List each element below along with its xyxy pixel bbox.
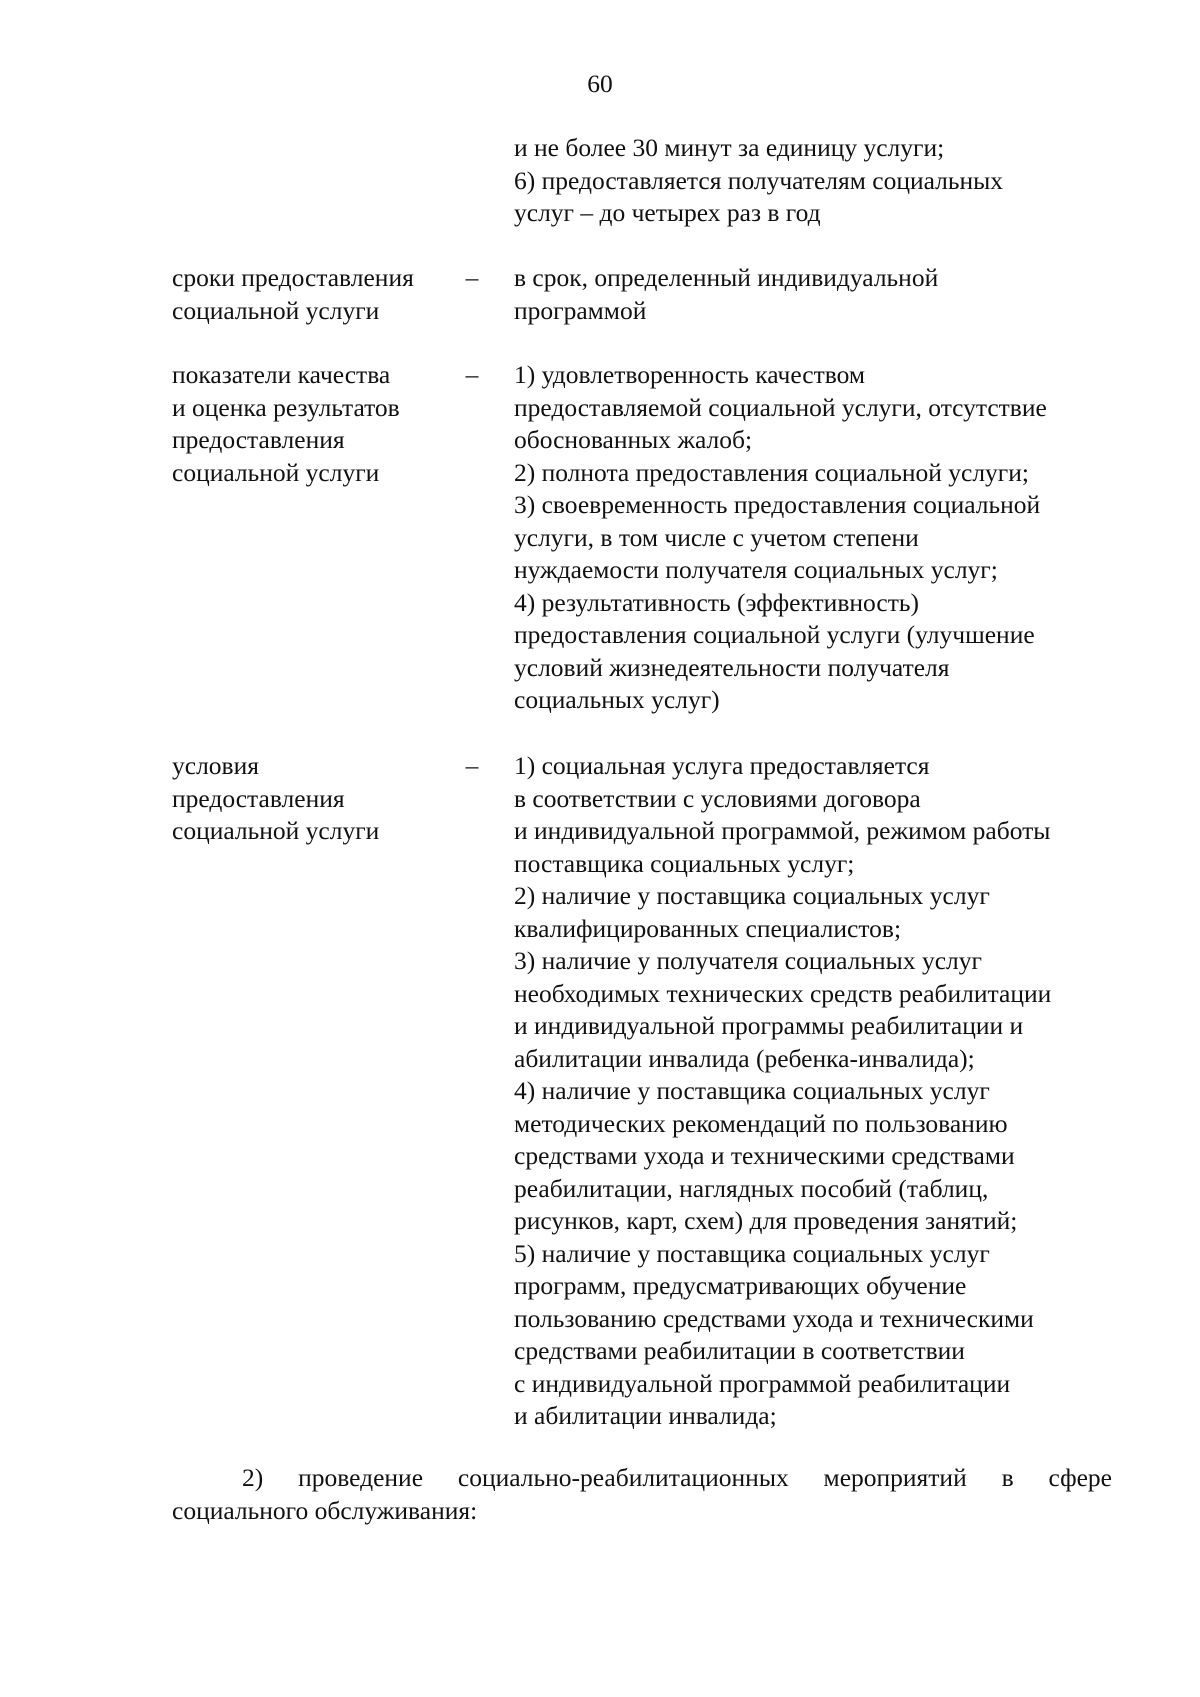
closing-paragraph (172, 1462, 1112, 1527)
value-line: 1) социальная услуга предоставляется (514, 751, 930, 780)
label-line: условия (172, 751, 259, 780)
value-line: условий жизнедеятельности получателя (514, 652, 950, 682)
dash-separator: – (465, 751, 479, 780)
value-line: предоставления социальной услуги (улучшение (514, 620, 1035, 649)
label-line: сроки предоставления (172, 263, 414, 292)
row-label (172, 262, 452, 327)
dash-separator: – (465, 263, 479, 292)
value-line: программой (514, 295, 647, 325)
continuation-text (514, 132, 1114, 230)
value-line: 4) наличие у поставщика социальных услуг (514, 1076, 990, 1105)
value-line: 5) наличие у поставщика социальных услуг (514, 1238, 990, 1268)
value-line: нуждаемости получателя социальных услуг; (514, 555, 998, 584)
row-value (514, 750, 1114, 1433)
label-line: показатели качества (172, 360, 391, 389)
value-line: социальных услуг) (514, 685, 720, 714)
text-line: и не более 30 минут за единицу услуги; (514, 133, 945, 162)
value-line: абилитации инвалида (ребенка-инвалида); (514, 1043, 975, 1073)
value-line: в соответствии с условиями договора (514, 783, 921, 813)
row-label (172, 750, 452, 848)
value-line: 3) своевременность предоставления социальной (514, 490, 1041, 519)
label-line: социальной услуги (172, 457, 380, 487)
value-line: необходимых технических средств реабилитации (514, 978, 1052, 1008)
paragraph-line: социального обслуживания: (172, 1495, 478, 1525)
label-line: предоставления (172, 425, 345, 454)
label-line: и оценка результатов (172, 392, 400, 422)
value-line: квалифицированных специалистов; (514, 913, 902, 943)
value-line: программ, предусматривающих обучение (514, 1271, 967, 1300)
paragraph-line: 2) проведение социально-реабилитационных мероприятий в сфере (242, 1463, 1112, 1492)
value-line: обоснованных жалоб; (514, 425, 753, 454)
value-line: 3) наличие у получателя социальных услуг (514, 946, 982, 975)
value-line: методических рекомендаций по пользованию (514, 1108, 1008, 1138)
value-line: услуги, в том числе с учетом степени (514, 522, 919, 552)
text-line: услуг – до четырех раз в год (514, 198, 821, 227)
value-line: 1) удовлетворенность качеством (514, 360, 866, 389)
value-line: средствами ухода и техническими средствами (514, 1141, 1015, 1170)
value-line: поставщика социальных услуг; (514, 848, 855, 878)
text-line: 6) предоставляется получателям социальных (514, 165, 1004, 195)
label-line: социальной услуги (172, 295, 380, 325)
value-line: в срок, определенный индивидуальной (514, 263, 939, 292)
label-line: социальной услуги (172, 816, 380, 845)
value-line: реабилитации, наглядных пособий (таблиц, (514, 1173, 989, 1203)
value-line: с индивидуальной программой реабилитации (514, 1368, 1011, 1398)
row-label (172, 359, 452, 489)
value-line: и индивидуальной программы реабилитации и (514, 1011, 1024, 1040)
row-value (514, 359, 1114, 717)
value-line: и абилитации инвалида; (514, 1401, 777, 1430)
value-line: 4) результативность (эффективность) (514, 587, 919, 617)
row-value (514, 262, 1114, 327)
value-line: и индивидуальной программой, режимом работы (514, 816, 1051, 845)
value-line: предоставляемой социальной услуги, отсутствие (514, 392, 1047, 422)
dash-separator: – (465, 360, 479, 389)
value-line: средствами реабилитации в соответствии (514, 1336, 965, 1365)
value-line: 2) наличие у поставщика социальных услуг (514, 881, 990, 910)
value-line: пользованию средствами ухода и техническими (514, 1303, 1034, 1333)
label-line: предоставления (172, 783, 345, 813)
page-number: 60 (587, 69, 613, 98)
value-line: 2) полнота предоставления социальной услуги; (514, 457, 1029, 487)
value-line: рисунков, карт, схем) для проведения занятий; (514, 1206, 1018, 1235)
